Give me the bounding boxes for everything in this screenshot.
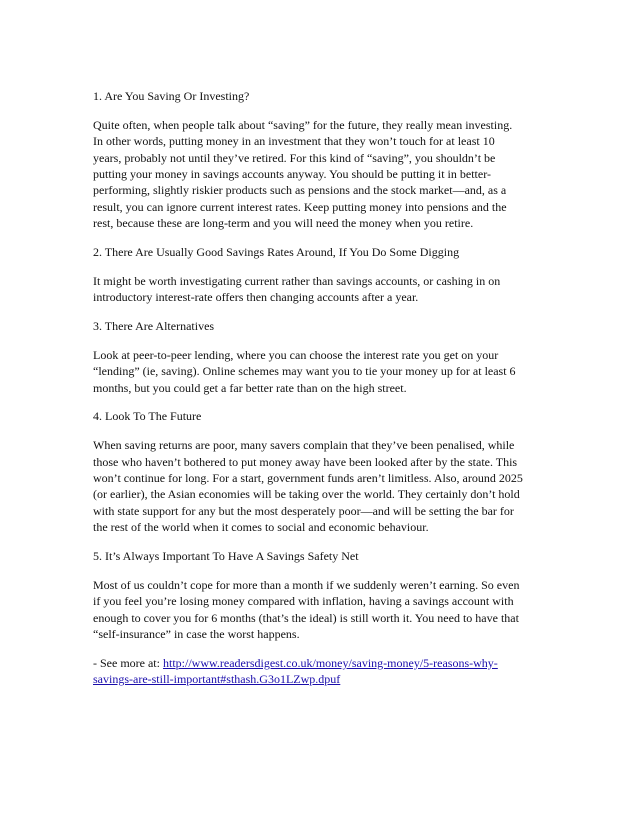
section-heading: 3. There Are Alternatives [93, 319, 215, 334]
paragraph-line: It might be worth investigating current rather than savings accounts, or cashing in on [93, 273, 501, 288]
section-heading: 5. It’s Always Important To Have A Savings Safety Net [93, 549, 359, 564]
paragraph-line: the rest of the world when it comes to social and economic behaviour. [93, 520, 429, 535]
see-more-source [93, 655, 548, 688]
paragraph-line: if you feel you’re losing money compared with inflation, having a savings account with [93, 594, 514, 609]
paragraph-line: enough to cover you for 6 months (that’s the ideal) is still worth it. You need to have that [93, 610, 519, 625]
paragraph-line: Most of us couldn’t cope for more than a month if we suddenly weren’t earning. So even [93, 577, 520, 592]
section-heading: 2. There Are Usually Good Savings Rates Around, If You Do Some Digging [93, 245, 460, 260]
section-heading: 4. Look To The Future [93, 409, 202, 424]
paragraph-line: In other words, putting money in an investment that they won’t touch for at least 10 [93, 134, 495, 149]
section-3-heading [93, 318, 548, 334]
section-2-heading [93, 244, 548, 260]
paragraph-line: (or earlier), the Asian economies will be taking over the world. They certainly don’t hold [93, 487, 520, 502]
document-page [93, 88, 548, 700]
paragraph-line: performing, slightly riskier products such as pensions and the stock market—and, as a [93, 183, 507, 198]
section-5-paragraph [93, 577, 548, 643]
paragraph-line: Look at peer-to-peer lending, where you can choose the interest rate you get on your [93, 347, 499, 362]
paragraph-line: introductory interest-rate offers then changing accounts after a year. [93, 290, 419, 305]
paragraph-line: won’t continue for long. For a start, government funds aren’t limitless. Also, around 2025 [93, 471, 523, 486]
paragraph-line: When saving returns are poor, many savers complain that they’ve been penalised, while [93, 438, 515, 453]
section-2-paragraph [93, 273, 548, 306]
section-4-heading [93, 408, 548, 424]
paragraph-line: those who haven’t bothered to put money away have been looked after by the state. This [93, 454, 518, 469]
see-more-prefix: - See more at: [93, 655, 163, 670]
section-1-heading [93, 88, 548, 104]
paragraph-line: “lending” (ie, saving). Online schemes may want you to tie your money up for at least 6 [93, 364, 516, 379]
section-5-heading [93, 548, 548, 564]
section-heading: 1. Are You Saving Or Investing? [93, 89, 250, 103]
paragraph-line: with state support for any but the most desperately poor—and will be setting the bar for [93, 503, 514, 518]
source-link-part-1[interactable]: http://www.readersdigest.co.uk/money/saving-money/5-reasons-why- [162, 655, 498, 670]
section-3-paragraph [93, 347, 548, 396]
paragraph-line: Quite often, when people talk about “saving” for the future, they really mean investing. [93, 117, 513, 132]
paragraph-line: result, you can ignore current interest rates. Keep putting money into pensions and the [93, 199, 507, 214]
section-1-paragraph [93, 117, 548, 232]
paragraph-line: months, but you could get a far better rate than on the high street. [93, 380, 407, 395]
section-4-paragraph [93, 437, 548, 535]
paragraph-line: “self-insurance” in case the worst happens. [93, 627, 300, 642]
source-link-part-2[interactable]: savings-are-still-important#sthash.G3o1LZwp.dpuf [93, 672, 341, 687]
paragraph-line: years, probably not until they’ve retired. For this kind of “saving”, you shouldn’t be [93, 150, 496, 165]
paragraph-line: putting your money in savings accounts anyway. You should be putting it in better- [93, 167, 491, 182]
paragraph-line: rest, because these are long-term and you will need the money when you retire. [93, 216, 474, 231]
